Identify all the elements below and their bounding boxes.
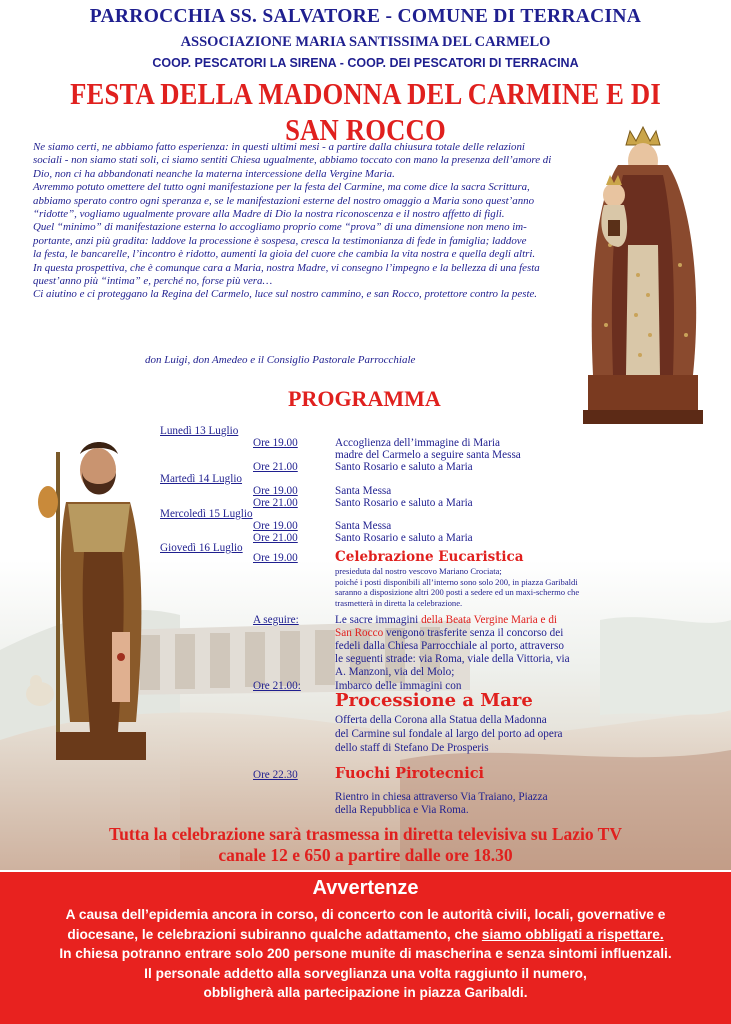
note-line: presieduta dal nostro vescovo Mariano Crociata;	[335, 566, 502, 576]
event-text: fedeli dalla Chiesa Parrocchiale al porto, attraverso	[335, 640, 564, 652]
event-text: dello staff di Stefano De Prosperis	[335, 742, 489, 754]
event-text: del Carmine sul fondale al largo del porto ad opera	[335, 728, 563, 740]
signature: don Luigi, don Amedeo e il Consiglio Pastorale Parrocchiale	[145, 354, 416, 366]
intro-message	[33, 141, 561, 302]
event-text: Accoglienza dell’immagine di Maria	[335, 437, 500, 449]
association-line: ASSOCIAZIONE MARIA SANTISSIMA DEL CARMELO	[180, 34, 551, 50]
broadcast-line: Tutta la celebrazione sarà trasmessa in diretta televisiva su Lazio TV	[109, 824, 622, 844]
time-label: Ore 21.00	[253, 532, 298, 544]
time-label: Ore 22.30	[253, 769, 298, 781]
time-label: Ore 19.00	[253, 437, 298, 449]
event-text: Imbarco delle immagini con	[335, 680, 462, 692]
event-text: Santo Rosario e saluto a Maria	[335, 461, 473, 473]
event-text: le seguenti strade: via Roma, viale della Vittoria, via	[335, 653, 570, 665]
time-label: Ore 19.00	[253, 520, 298, 532]
time-label: Ore 19.00	[253, 552, 298, 564]
event-text: madre del Carmelo a seguire santa Messa	[335, 449, 521, 461]
warning-line: Il personale addetto alla sorveglianza una volta raggiunto il numero,	[144, 965, 587, 981]
intro-line: Dio, non ci ha abbandonati neanche la materna intercessione della Vergine Maria.	[33, 167, 395, 180]
event-celebrazione: Celebrazione Eucaristica	[335, 549, 524, 565]
intro-line: Ci aiutino e ci proteggano la Regina del Carmelo, luce sul nostro cammino, e san Rocco, protettore contro la peste.	[33, 288, 538, 301]
time-label: Ore 21.00:	[253, 680, 301, 692]
event-text: Rientro in chiesa attraverso Via Traiano, Piazza	[335, 791, 548, 803]
day-wednesday: Mercoledì 15 Luglio	[160, 508, 253, 520]
parish-line: PARROCCHIA SS. SALVATORE - COMUNE DI TERRACINA	[89, 6, 642, 27]
event-processione: Processione a Mare	[335, 690, 533, 711]
day-tuesday: Martedì 14 Luglio	[160, 473, 243, 485]
event-text: Santa Messa	[335, 520, 392, 532]
intro-line: sociali - non siamo stati soli, ci siamo sentiti Chiesa ugualmente, abbiamo toccato con mano la presenza dell’amore di	[33, 154, 552, 167]
festival-title: FESTA DELLA MADONNA DEL CARMINE E DI SAN ROCCO	[70, 76, 661, 147]
intro-line: “ridotte”, vogliamo ugualmente provare alla Madre di Dio la nostra riconoscenza e il nostro affetto di figli.	[33, 208, 505, 221]
intro-line: In questa prospettiva, che è comunque cara a Maria, nostra Madre, vi consegno l’impegno e la bellezza di una festa	[33, 261, 540, 274]
intro-line: abbiamo sperato contro ogni speranza e, se le manifestazioni esterne del nostro omaggio a Maria sono quest’anno	[33, 194, 535, 207]
event-text: Santo Rosario e saluto a Maria	[335, 497, 473, 509]
time-label: A seguire:	[253, 614, 299, 626]
event-highlight: della Beata Vergine Maria e di	[421, 614, 558, 626]
warning-line: obbligherà alla partecipazione in piazza Garibaldi.	[203, 985, 528, 1000]
madonna-statue-image	[568, 125, 728, 430]
event-text: Le sacre immagini	[335, 614, 422, 626]
intro-line: la festa, le bancarelle, l’incontro è ridotto, aumenti la gioia del cuore che cambia la vita nostra e quella degli altri.	[33, 248, 536, 261]
event-text: A. Manzoni, via del Molo;	[335, 666, 455, 678]
event-text	[335, 614, 557, 626]
event-text	[335, 627, 563, 639]
cooperatives-line: COOP. PESCATORI LA SIRENA - COOP. DEI PESCATORI DI TERRACINA	[152, 56, 579, 70]
warning-line	[0, 925, 731, 945]
event-text: Santa Messa	[335, 485, 392, 497]
warning-text	[0, 905, 731, 1003]
warning-line: A causa dell’epidemia ancora in corso, di concerto con le autorità civili, locali, governative e	[65, 907, 666, 922]
warning-line: In chiesa potranno entrare solo 200 persone munite di mascherina e senza sintomi influenzali.	[59, 946, 672, 961]
note-line: trasmetterà in diretta la celebrazione.	[335, 597, 463, 608]
event-highlight: San Rocco	[335, 627, 384, 639]
event-note	[335, 566, 715, 608]
note-line: saranno a disposizione altri 200 posti a sedere ed un maxi-schermo che	[335, 587, 580, 597]
intro-line: Ne siamo certi, ne abbiamo fatto esperienza: in questi ultimi mesi - a partire dalla chiusura totale delle relazioni	[33, 141, 525, 153]
san-rocco-statue-image	[26, 432, 171, 767]
warning-underlined: siamo obbligati a rispettare.	[481, 926, 664, 942]
time-label: Ore 21.00	[253, 497, 298, 509]
event-text: Offerta della Corona alla Statua della Madonna	[335, 714, 547, 726]
intro-line: Quel “minimo” di manifestazione esterna lo accogliamo proprio come “prova” di una dimensione non meno im-	[33, 221, 527, 234]
day-monday: Lunedì 13 Luglio	[160, 425, 239, 437]
broadcast-line: canale 12 e 650 a partire dalle ore 18.30	[218, 845, 513, 865]
event-fuochi: Fuochi Pirotecnici	[335, 765, 485, 782]
event-text: della Repubblica e Via Roma.	[335, 804, 469, 816]
event-text: Santo Rosario e saluto a Maria	[335, 532, 473, 544]
intro-line: Avremmo potuto omettere del tutto ogni manifestazione per la festa del Carmine, ma come dice la sacra Scrittura,	[33, 181, 530, 194]
intro-line: quest’anno più “intima” e, perché no, forse più vera…	[33, 275, 273, 288]
day-thursday: Giovedì 16 Luglio	[160, 542, 243, 554]
programma-heading: PROGRAMMA	[288, 386, 441, 411]
time-label: Ore 21.00	[253, 461, 298, 473]
event-text: vengono trasferite senza il concorso dei	[383, 627, 564, 639]
warning-line-part: diocesane, le celebrazioni subiranno qualche adattamento, che	[67, 926, 482, 942]
time-label: Ore 19.00	[253, 485, 298, 497]
intro-line: portante, anzi più gradita: laddove la processione è sospesa, cresca la testimonianza di fede in famiglia; laddove	[33, 234, 527, 247]
warning-title: Avvertenze	[312, 877, 419, 899]
note-line: poiché i posti disponibili all’interno sono solo 200, in piazza Garibaldi	[335, 576, 578, 587]
